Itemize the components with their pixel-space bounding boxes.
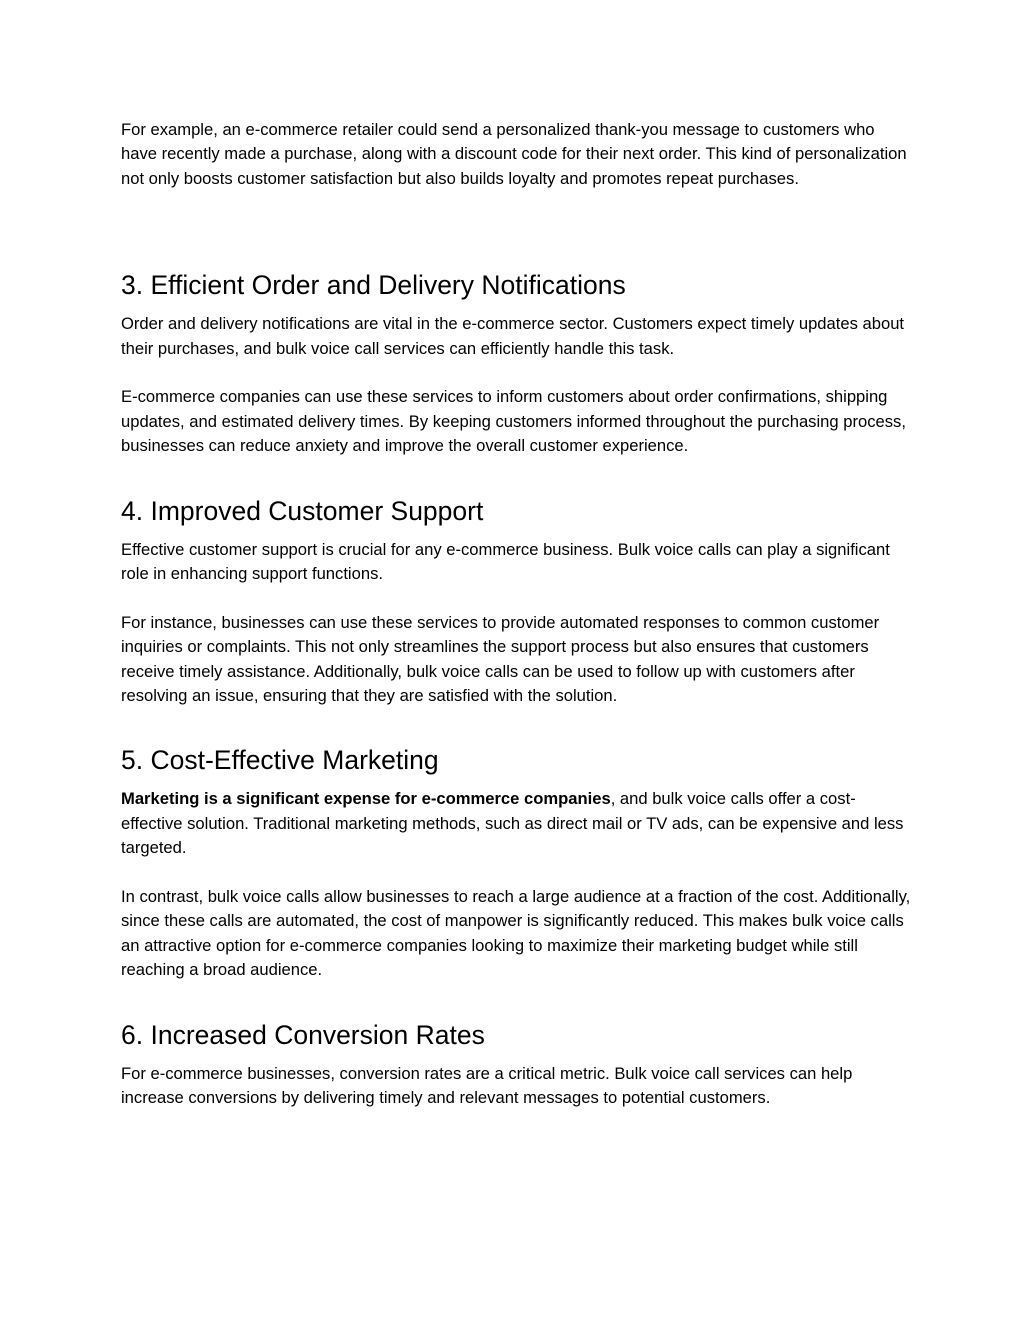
document-page	[121, 118, 911, 1111]
section-heading: 3. Efficient Order and Delivery Notifications	[121, 270, 626, 301]
bold-lead-text: Marketing is a significant expense for e-commerce companies	[121, 789, 611, 809]
section-paragraph: Effective customer support is crucial for any e-commerce business. Bulk voice calls can play a significant role in enhancing support functions.	[121, 539, 890, 584]
section-cost-effective-marketing	[121, 744, 911, 982]
section-paragraph	[121, 787, 911, 860]
paragraph-rest-text: , and bulk voice calls offer a cost-effective solution. Traditional marketing methods, such as direct mail or TV ads, can be expensive and less targeted.	[121, 789, 904, 858]
section-paragraph: E-commerce companies can use these services to inform customers about order confirmations, shipping updates, and estimated delivery times. By keeping customers informed throughout the purchasing process, businesses can reduce anxiety and improve the overall customer experience.	[121, 387, 906, 456]
section-paragraph: For instance, businesses can use these services to provide automated responses to common customer inquiries or complaints. This not only streamlines the support process but also ensures that customers receive timely assistance. Additionally, bulk voice calls can be used to follow up with customers after resolving an issue, ensuring that they are satisfied with the solution.	[121, 612, 880, 706]
section-customer-support	[121, 495, 911, 709]
section-conversion-rates	[121, 1019, 911, 1111]
section-order-notifications	[121, 269, 911, 458]
section-heading: 6. Increased Conversion Rates	[121, 1019, 485, 1050]
section-paragraph: Order and delivery notifications are vital in the e-commerce sector. Customers expect timely updates about their purchases, and bulk voice call services can efficiently handle this task.	[121, 314, 905, 358]
intro-paragraph: For example, an e-commerce retailer could send a personalized thank-you message to customers who have recently made a purchase, along with a discount code for their next order. This kind of personalization not only boosts customer satisfaction but also builds loyalty and promotes repeat purchases.	[121, 120, 907, 188]
section-heading: 4. Improved Customer Support	[121, 495, 484, 526]
section-paragraph: In contrast, bulk voice calls allow businesses to reach a large audience at a fraction of the cost. Additionally, since these calls are automated, the cost of manpower is significantly reduced. This makes bulk voice calls an attractive option for e-commerce companies looking to maximize their marketing budget while still reaching a broad audience.	[121, 887, 911, 980]
section-heading: 5. Cost-Effective Marketing	[121, 745, 439, 776]
section-paragraph: For e-commerce businesses, conversion rates are a critical metric. Bulk voice call services can help increase conversions by delivering timely and relevant messages to potential customers.	[121, 1063, 853, 1108]
